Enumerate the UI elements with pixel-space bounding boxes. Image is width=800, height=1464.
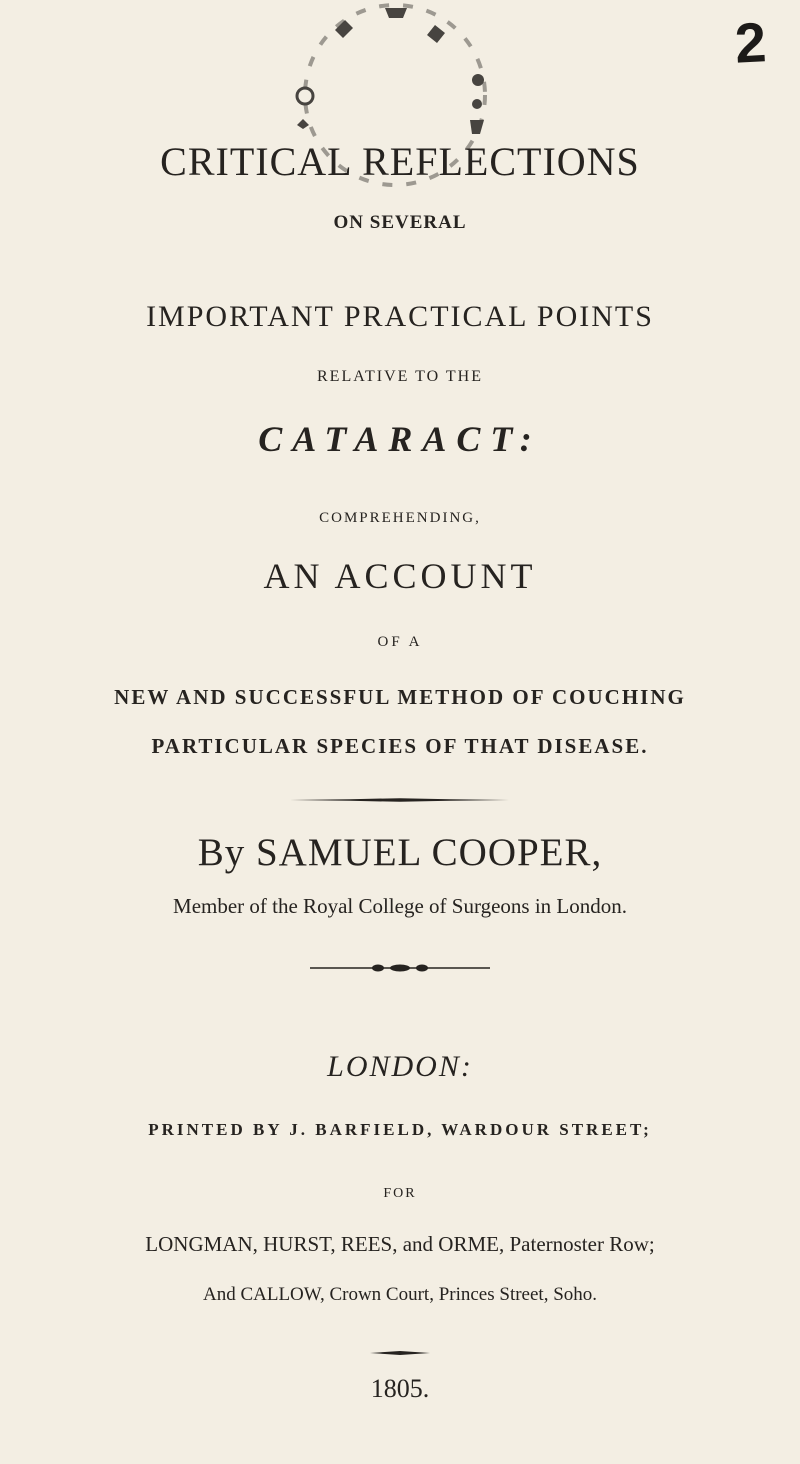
page-number: 2 [733,10,768,75]
comprehending-line: COMPREHENDING, [319,510,481,526]
place-line: LONDON: [327,1050,473,1083]
short-rule [370,1350,430,1356]
ornamental-rule [290,797,510,803]
subject-title: CATARACT: [258,419,542,459]
for-line: FOR [383,1186,417,1201]
ornament-divider [310,964,490,972]
printer-line: PRINTED BY J. BARFIELD, WARDOUR STREET; [148,1120,652,1139]
publisher-line-1: LONGMAN, HURST, REES, and ORME, Paternoster Row; [145,1232,655,1256]
year-line: 1805. [370,1374,430,1403]
title-line-3: IMPORTANT PRACTICAL POINTS [146,300,654,333]
title-line-2: ON SEVERAL [333,212,467,233]
method-line-2: PARTICULAR SPECIES OF THAT DISEASE. [151,734,649,758]
title-line-1: CRITICAL REFLECTIONS [160,139,640,184]
author-line: By SAMUEL COOPER, [197,831,603,874]
method-line-1: NEW AND SUCCESSFUL METHOD OF COUCHING [114,685,686,709]
publisher-line-2: And CALLOW, Crown Court, Princes Street, Soho. [202,1284,598,1305]
relative-to-line: RELATIVE TO THE [317,368,483,385]
of-a-line: OF A [377,634,423,650]
affiliation-line: Member of the Royal College of Surgeons in London. [173,894,627,918]
account-line: AN ACCOUNT [263,556,537,596]
